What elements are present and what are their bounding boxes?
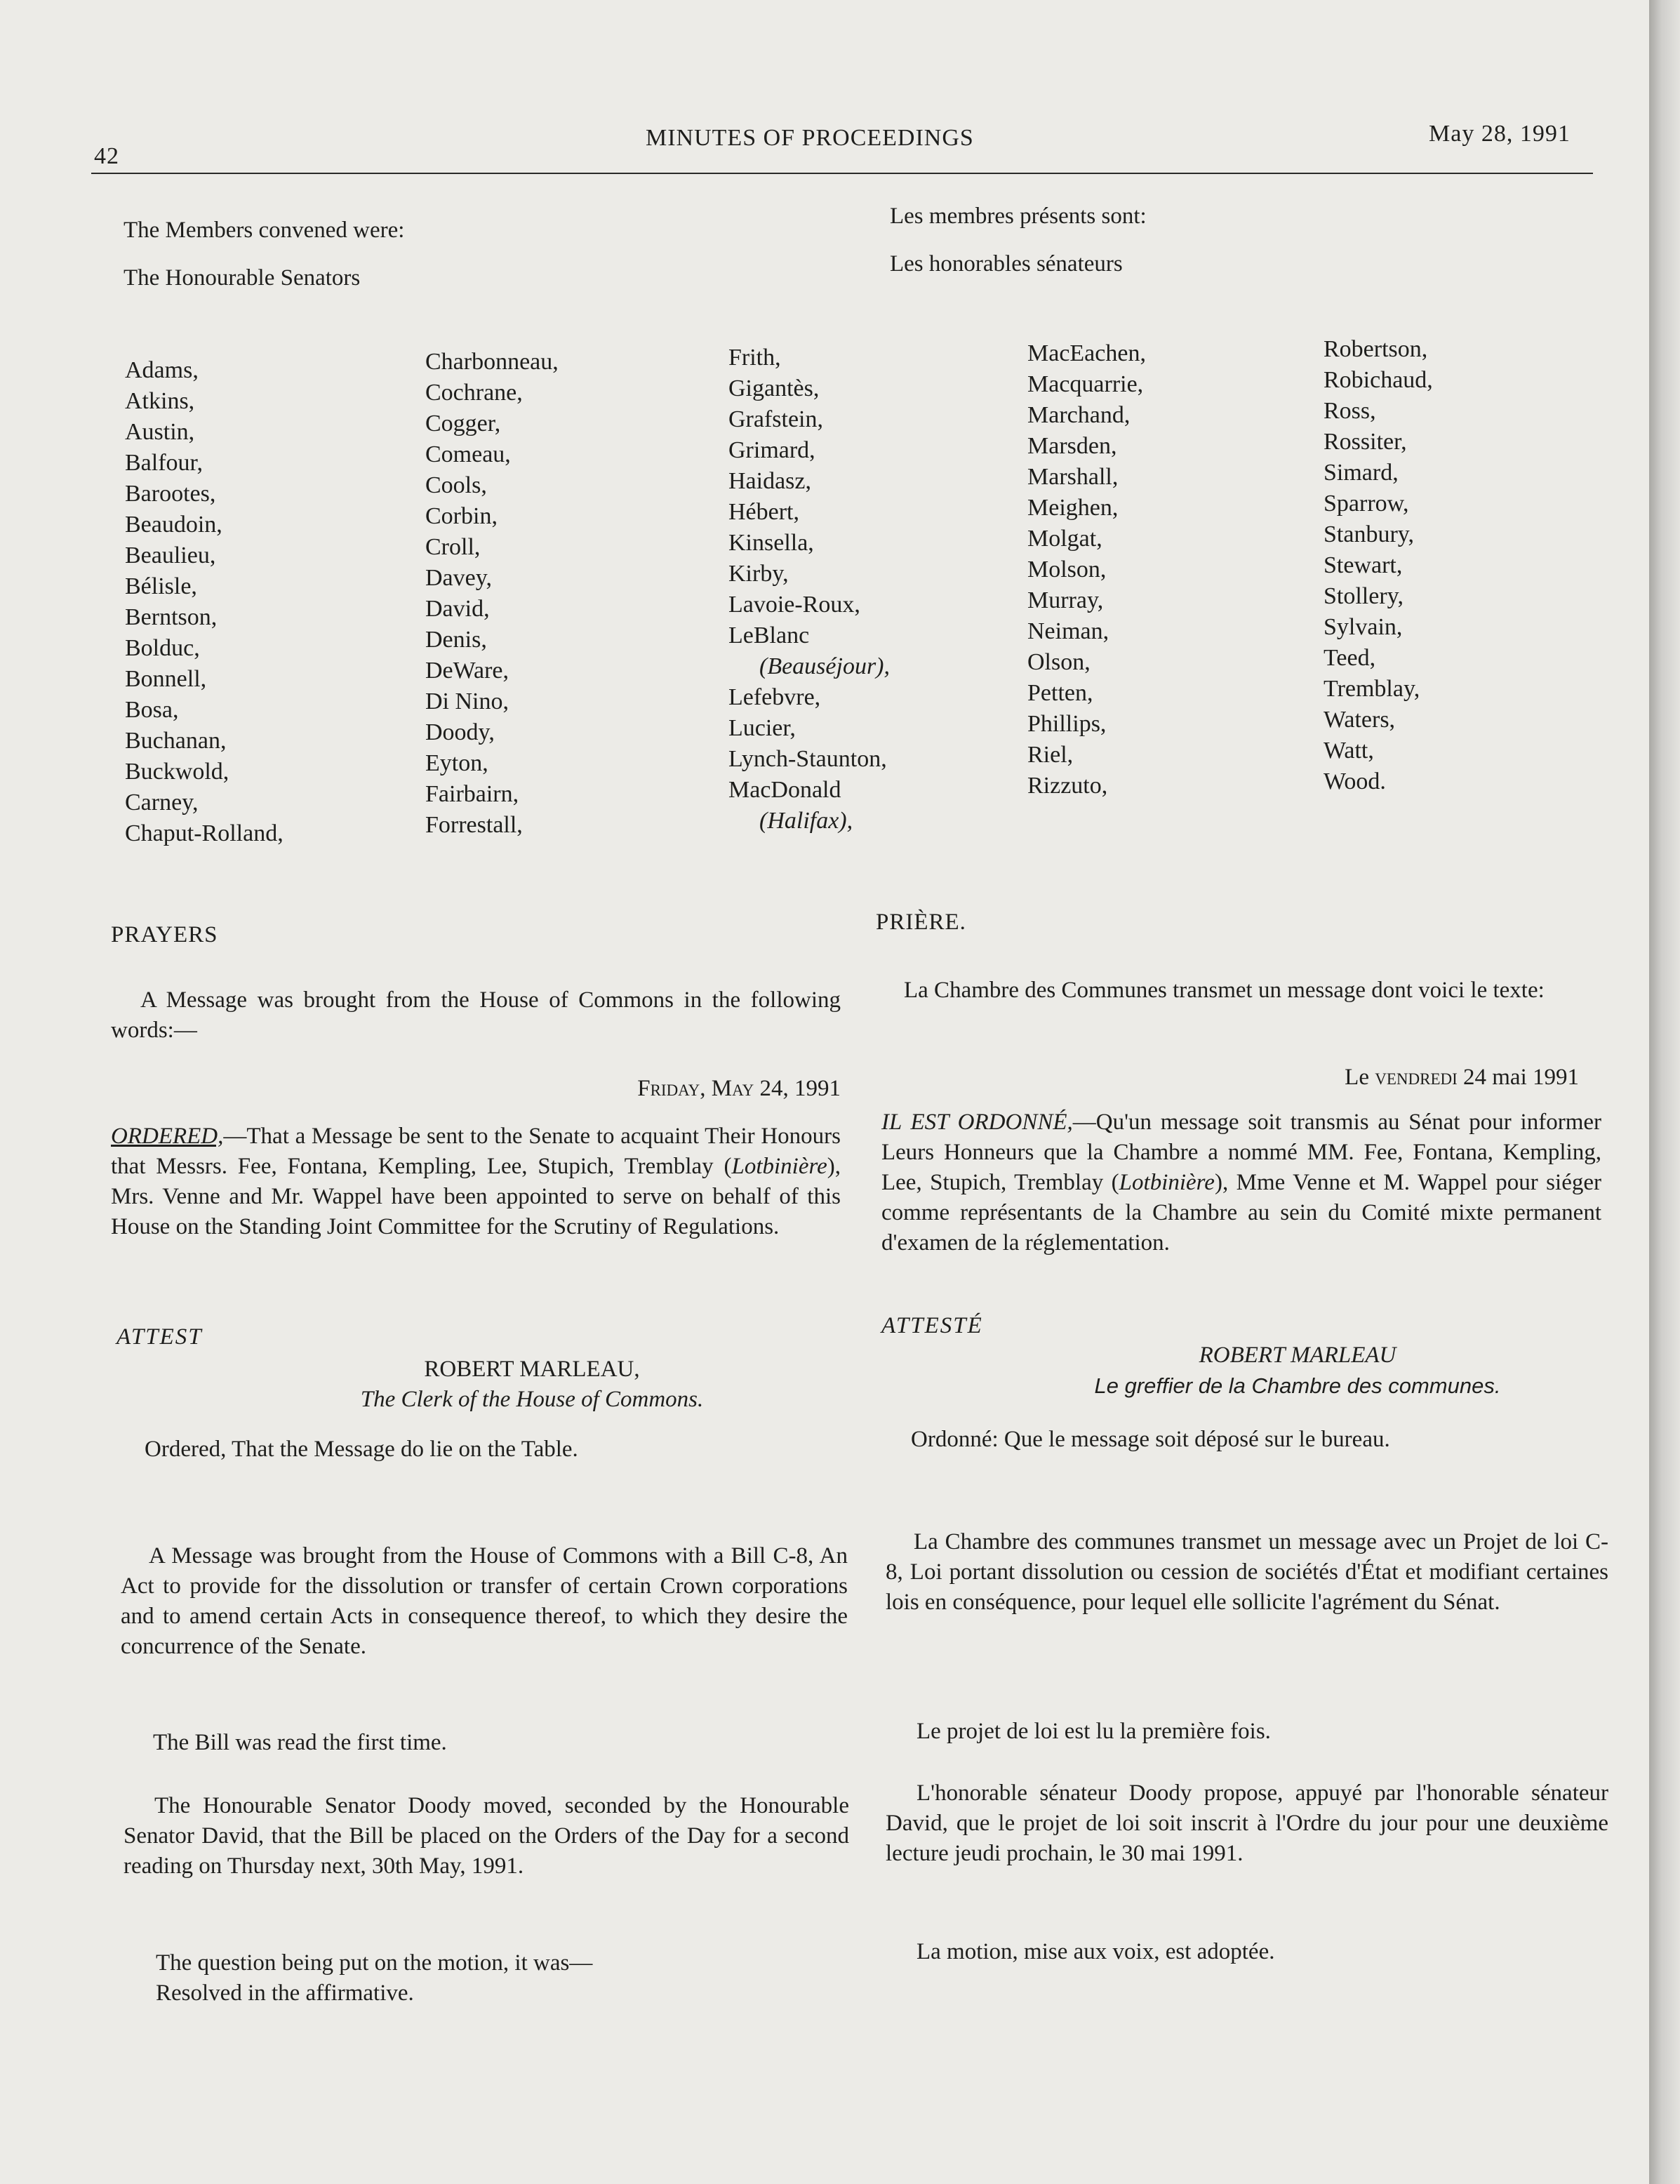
senator-name: Grafstein, — [728, 406, 824, 432]
message1-intro-fr: La Chambre des Communes transmet un message dont voici le texte: — [904, 978, 1545, 1003]
senator-name: Ross, — [1324, 398, 1376, 424]
greffier-name: ROBERT MARLEAU — [1199, 1343, 1396, 1368]
senator-name: Rossiter, — [1324, 429, 1407, 455]
greffier-title: Le greffier de la Chambre des communes. — [1094, 1373, 1501, 1398]
senator-name: Grimard, — [728, 437, 815, 463]
header-rule — [91, 173, 1593, 174]
ordonne-riding: Lotbinière — [1119, 1170, 1215, 1195]
senator-name: Corbin, — [425, 503, 498, 529]
senator-name: Carney, — [125, 790, 199, 815]
senator-name: Hébert, — [728, 499, 800, 525]
ordered-riding: Lotbinière — [731, 1154, 827, 1179]
senator-name: Berntson, — [125, 604, 218, 630]
prayers-heading: PRAYERS — [111, 922, 218, 947]
senator-name: Marsden, — [1027, 433, 1117, 459]
question-en — [156, 1948, 592, 2009]
senator-name: Barootes, — [125, 481, 216, 507]
senator-name: Forrestall, — [425, 812, 523, 838]
page-number: 42 — [94, 143, 119, 169]
senator-name: Meighen, — [1027, 495, 1119, 521]
senator-riding: (Beauséjour), — [759, 653, 891, 679]
senator-name: Denis, — [425, 627, 487, 653]
senator-name: Beaudoin, — [125, 512, 222, 538]
question-line-2: Resolved in the affirmative. — [156, 1980, 414, 2006]
senator-name: Tremblay, — [1324, 676, 1420, 702]
message1-date-fr — [877, 1063, 1579, 1093]
senator-name: Davey, — [425, 565, 493, 591]
adoptee-fr: La motion, mise aux voix, est adoptée. — [916, 1939, 1275, 1964]
ordered-text: —That a Message be sent to the Senate to acquaint Their Honours that Messrs. Fee, Fontana, Kempling, Lee, Stupich, Tremblay ( — [111, 1124, 841, 1179]
senator-name: Cochrane, — [425, 380, 523, 406]
senator-name: Doody, — [425, 719, 495, 745]
senator-name: Marshall, — [1027, 464, 1119, 490]
page-edge — [1649, 0, 1680, 2184]
senator-name: Simard, — [1324, 460, 1399, 486]
ordered-label: ORDERED, — [111, 1124, 224, 1149]
senator-name: Lucier, — [728, 715, 796, 741]
senator-name: Buckwold, — [125, 759, 229, 785]
message1-date-day: vendredi — [1375, 1065, 1458, 1090]
senator-name: Macquarrie, — [1027, 371, 1144, 397]
senator-name: Kinsella, — [728, 530, 814, 556]
clerk-title: The Clerk of the House of Commons. — [360, 1387, 704, 1412]
ordered-text-2: ), Mrs. Venne and Mr. Wappel have been appointed to serve on behalf of this House on the Standing Joint Committee for the Scrutiny of Regulations. — [111, 1154, 841, 1239]
senators-heading-en: The Honourable Senators — [124, 265, 361, 291]
senator-name: Bélisle, — [125, 573, 197, 599]
senator-name: Riel, — [1027, 742, 1074, 768]
message1-date-rest: 24 mai 1991 — [1463, 1065, 1579, 1090]
message1-date-le: Le — [1345, 1065, 1369, 1090]
senator-name: Stollery, — [1324, 583, 1404, 609]
senator-name: Lynch-Staunton, — [728, 746, 887, 772]
senator-name: Sparrow, — [1324, 491, 1409, 517]
ordonne-text: —Qu'un message soit transmis au Sénat pour informer Leurs Honneurs que la Chambre a nommé MM. Fee, Fontana, Kempling, Lee, Stupich, Tremblay ( — [881, 1110, 1601, 1195]
senator-name: Haidasz, — [728, 468, 812, 494]
senator-riding: (Halifax), — [759, 808, 853, 834]
tabled-en: Ordered, That the Message do lie on the Table. — [145, 1437, 578, 1462]
page-date: May 28, 1991 — [1429, 121, 1571, 147]
senator-column-5 — [1324, 334, 1433, 797]
greffier-signature-fr — [881, 1340, 1601, 1401]
senator-name: Olson, — [1027, 649, 1091, 675]
senator-name: Eyton, — [425, 750, 488, 776]
senator-name: Frith, — [728, 345, 781, 371]
senator-name: MacEachen, — [1027, 340, 1146, 366]
clerk-name: ROBERT MARLEAU, — [424, 1357, 640, 1382]
members-intro-fr: Les membres présents sont: — [890, 204, 1147, 229]
senator-name: Neiman, — [1027, 618, 1109, 644]
senator-name: Fairbairn, — [425, 781, 519, 807]
senators-heading-fr: Les honorables sénateurs — [890, 251, 1123, 277]
senator-name: Bonnell, — [125, 666, 207, 692]
motion-en: The Honourable Senator Doody moved, seconded by the Honourable Senator David, that the Bill be placed on the Orders of the Day for a second reading on Thursday next, 30th May, 1991. — [124, 1793, 849, 1879]
senator-name: Chaput-Rolland, — [125, 820, 284, 846]
senator-name: Charbonneau, — [425, 349, 559, 375]
senator-column-2 — [425, 347, 559, 841]
senator-name: Stanbury, — [1324, 521, 1415, 547]
members-intro-en: The Members convened were: — [124, 218, 405, 243]
senator-name: Atkins, — [125, 388, 195, 414]
attest-en: ATTEST — [116, 1324, 203, 1350]
senator-name: MacDonald — [728, 777, 841, 803]
senator-name: Sylvain, — [1324, 614, 1403, 640]
senator-name: Robichaud, — [1324, 367, 1433, 393]
senator-name: Phillips, — [1027, 711, 1107, 737]
senator-name: Lavoie-Roux, — [728, 592, 860, 618]
senator-name: DeWare, — [425, 658, 509, 684]
senator-name: Beaulieu, — [125, 542, 216, 568]
senator-column-3 — [728, 342, 890, 837]
senator-column-1 — [125, 355, 284, 849]
depose-fr: Ordonné: Que le message soit déposé sur le bureau. — [911, 1427, 1390, 1452]
ordered-paragraph-en — [111, 1121, 841, 1242]
senator-name: Molgat, — [1027, 526, 1102, 552]
senator-name: Balfour, — [125, 450, 203, 476]
page-title: MINUTES OF PROCEEDINGS — [646, 125, 974, 151]
senator-name: Stewart, — [1324, 552, 1403, 578]
motion-fr: L'honorable sénateur Doody propose, appuyé par l'honorable sénateur David, que le projet de loi soit inscrit à l'Ordre du jour pour une deuxième lecture jeudi prochain, le 30 mai 1991. — [886, 1780, 1608, 1866]
atteste-fr: ATTESTÉ — [881, 1313, 983, 1338]
senator-name: Robertson, — [1324, 336, 1428, 362]
message1-date-text: Friday, May 24, 1991 — [637, 1076, 841, 1101]
senator-name: Petten, — [1027, 680, 1093, 706]
senator-name: Teed, — [1324, 645, 1376, 671]
question-line-1: The question being put on the motion, it was— — [156, 1950, 593, 1976]
senator-name: Cogger, — [425, 411, 501, 437]
senator-name: Bolduc, — [125, 635, 200, 661]
senator-name: David, — [425, 596, 490, 622]
clerk-signature-en — [111, 1354, 841, 1415]
ordonne-label: IL EST ORDONNÉ, — [881, 1110, 1073, 1135]
senator-name: Di Nino, — [425, 688, 509, 714]
ordonne-text-2: ), Mme Venne et M. Wappel pour siéger comme représentants de la Chambre au sein du Comité mixte permanent d'examen de la réglementation. — [881, 1170, 1601, 1256]
senator-name: Wood. — [1324, 768, 1386, 794]
message1-intro-en: A Message was brought from the House of Commons in the following words:— — [111, 987, 841, 1043]
message2-en: A Message was brought from the House of Commons with a Bill C-8, An Act to provide for the dissolution or transfer of certain Crown corporations and to amend certain Acts in consequence thereof, to which they desire the concurrence of the Senate. — [121, 1543, 848, 1659]
senator-name: Cools, — [425, 472, 487, 498]
senator-name: Bosa, — [125, 697, 179, 723]
senator-name: Waters, — [1324, 707, 1396, 733]
message1-date-en — [111, 1074, 841, 1104]
senator-column-4 — [1027, 338, 1146, 801]
senator-name: Lefebvre, — [728, 684, 821, 710]
senator-name: Gigantès, — [728, 375, 820, 401]
first-reading-en: The Bill was read the first time. — [153, 1730, 447, 1755]
senator-name: Comeau, — [425, 441, 511, 467]
senator-name: Rizzuto, — [1027, 773, 1108, 799]
senator-name: Adams, — [125, 357, 199, 383]
senator-name: Kirby, — [728, 561, 789, 587]
senator-name: Watt, — [1324, 738, 1374, 764]
message2-fr: La Chambre des communes transmet un message avec un Projet de loi C-8, Loi portant dissolution ou cession de sociétés d'État et modifiant certaines lois en conséquence, pour lequel elle sollicite l'agrément du Sénat. — [886, 1529, 1608, 1615]
premiere-lecture-fr: Le projet de loi est lu la première fois. — [916, 1719, 1271, 1744]
senator-name: Molson, — [1027, 557, 1107, 582]
senator-name: LeBlanc — [728, 622, 810, 648]
senator-name: Buchanan, — [125, 728, 227, 754]
senator-name: Marchand, — [1027, 402, 1131, 428]
priere-heading: PRIÈRE. — [876, 910, 966, 935]
senator-name: Murray, — [1027, 587, 1104, 613]
senator-name: Austin, — [125, 419, 195, 445]
senator-name: Croll, — [425, 534, 481, 560]
ordonne-paragraph-fr — [881, 1107, 1601, 1258]
